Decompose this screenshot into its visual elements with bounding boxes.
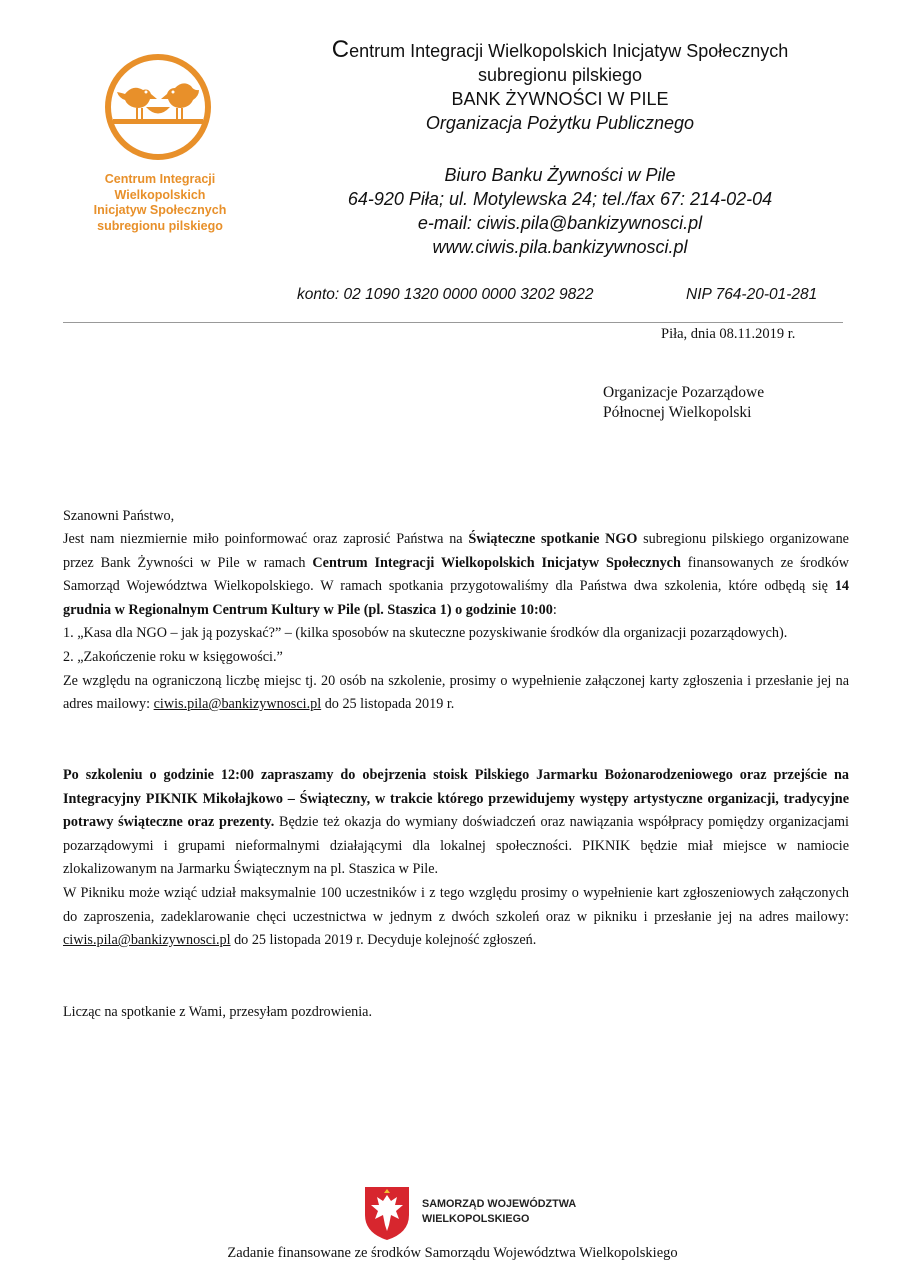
text: :	[552, 601, 557, 618]
office-line2: 64-920 Piła; ul. Motylewska 24; tel./fax 67: 214-02-04	[347, 189, 773, 209]
text: Ze względu na ograniczoną liczbę miejsc tj. 20 osób na szkolenie, prosimy o wypełnienie załączonej karty zgłoszenia i przesłanie jej na adres mailowy:	[63, 672, 849, 713]
org-line1: entrum Integracji Wielkopolskich Inicjatyw Społecznych	[349, 41, 789, 61]
food-bank-logo	[103, 52, 213, 162]
recipient	[603, 383, 764, 423]
office-email: e-mail: ciwis.pila@bankizywnosci.pl	[417, 213, 703, 233]
salutation: Szanowni Państwo,	[63, 508, 175, 524]
office-address	[300, 163, 820, 259]
text: W Pikniku może wziąć udział maksymalnie 100 uczestników i z tego względu prosimy o wypełnienie kart zgłoszeniowych załączonych do zaproszenia, zadeklarowanie chęci uczestnictwa w jednym z dwóch szkoleń oraz w pikniku i przesłanie jej na adres mailowy:	[63, 884, 849, 925]
text: Jest nam niezmiernie miło poinformować oraz zaprosić Państwa na	[63, 531, 469, 547]
place-date: Piła, dnia 08.11.2019 r.	[661, 326, 796, 342]
footer-logo-line2: WIELKOPOLSKIEGO	[422, 1213, 530, 1225]
text: do 25 listopada 2019 r. Decyduje kolejność zgłoszeń.	[230, 932, 537, 949]
closing: Licząc na spotkanie z Wami, przesyłam pozdrowienia.	[63, 1004, 373, 1020]
text: Będzie też okazja do wymiany doświadczeń oraz nawiązania współpracy pomiędzy organizacjami pozarządowymi i grupami nieformalnymi działającymi dla lokalnej społeczności. PIKNIK będzie miał miejsce w namiocie zlokalizowanym na Jarmarku Świątecznym na pl. Staszica w Pile.	[63, 814, 849, 878]
org-line3: BANK ŻYWNOŚCI W PILE	[451, 89, 669, 109]
logo-caption	[60, 172, 260, 234]
paragraph-invitation	[63, 528, 849, 717]
organization-name	[280, 38, 840, 135]
org-line4: Organizacja Pożytku Publicznego	[425, 113, 695, 133]
text-bold: Centrum Integracji Wielkopolskich Inicjatyw Społecznych	[312, 554, 681, 571]
bank-account: konto: 02 1090 1320 0000 0000 3202 9822	[297, 286, 594, 303]
text-bold: 14 grudnia w Regionalnym Centrum Kultury w Pile (pl. Staszica 1) o godzinie 10:00	[63, 578, 849, 618]
recipient-line1: Organizacje Pozarządowe	[603, 384, 765, 401]
org-initial: C	[331, 36, 350, 63]
logo-caption-line: subregionu pilskiego	[97, 218, 223, 233]
footer-funding-note: Zadanie finansowane ze środków Samorządu Województwa Wielkopolskiego	[227, 1245, 678, 1261]
training-item-2: 2. „Zakończenie roku w księgowości.”	[63, 648, 283, 665]
header-divider	[63, 322, 843, 323]
text: subregionu pilskiego organizowane przez Bank Żywności w Pile w ramach	[63, 531, 849, 571]
footer-logo-line1: SAMORZĄD WOJEWÓDZTWA	[422, 1198, 577, 1210]
text: do 25 listopada 2019 r.	[321, 696, 455, 713]
logo-caption-line: Inicjatyw Społecznych	[93, 203, 227, 217]
text: finansowanych ze środków Samorząd Województwa Wielkopolskiego. W ramach spotkania przygotowaliśmy dla Państwa dwa szkolenia, które odbędą się	[63, 554, 849, 595]
org-line2: subregionu pilskiego	[477, 65, 643, 85]
email-link[interactable]: ciwis.pila@bankizywnosci.pl	[63, 932, 231, 949]
footer-logo-text	[422, 1197, 576, 1227]
office-website: www.ciwis.pila.bankizywnosci.pl	[432, 237, 688, 257]
nip-number: NIP 764-20-01-281	[686, 286, 818, 303]
email-link[interactable]: ciwis.pila@bankizywnosci.pl	[153, 696, 322, 713]
office-line1: Biuro Banku Żywności w Pile	[444, 165, 676, 185]
text-bold: Świąteczne spotkanie NGO	[468, 531, 638, 547]
paragraph-picnic	[63, 764, 849, 953]
logo-caption-line: Centrum Integracji Wielkopolskich	[104, 172, 216, 202]
voivodeship-crest-icon	[363, 1185, 411, 1241]
training-item-1: 1. „Kasa dla NGO – jak ją pozyskać?” – (kilka sposobów na skuteczne pozyskiwanie środków dla organizacji pozarządowych).	[63, 625, 788, 642]
text-bold: Po szkoleniu o godzinie 12:00 zapraszamy do obejrzenia stoisk Pilskiego Jarmarku Bożonarodzeniowego oraz przejście na Integracyjny PIKNIK Mikołajkowo – Świąteczny, w trakcie którego przewidujemy występy artystyczne organizacji, tradycyjne potrawy świąteczne oraz prezenty.	[63, 767, 849, 831]
recipient-line2: Północnej Wielkopolski	[603, 404, 752, 421]
